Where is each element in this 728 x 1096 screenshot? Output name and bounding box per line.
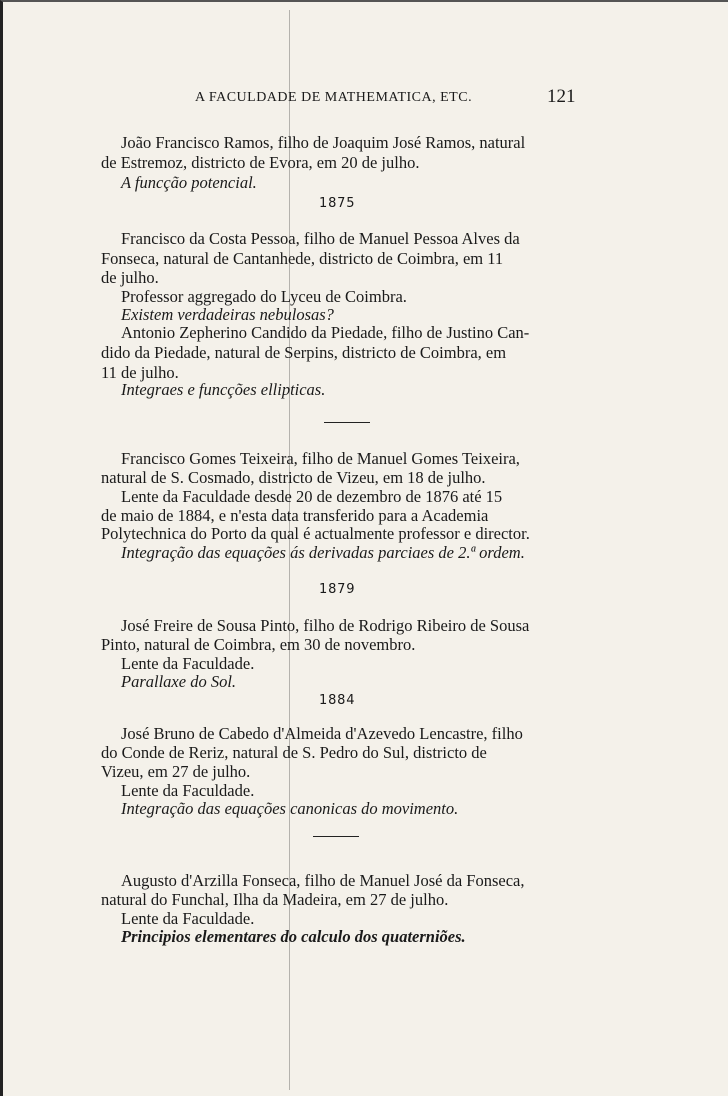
- entry-7-line-2: natural do Funchal, Ilha da Madeira, em 27 de julho.: [101, 890, 449, 909]
- entry-4-thesis: Integração das equações ás derivadas parciaes de 2.ª ordem.: [121, 543, 525, 562]
- entry-6-line-1: José Bruno de Cabedo d'Almeida d'Azevedo Lencastre, filho: [121, 724, 523, 743]
- entry-2-line-1: Francisco da Costa Pessoa, filho de Manuel Pessoa Alves da: [121, 229, 520, 248]
- entry-1-line-2: de Estremoz, districto de Evora, em 20 de julho.: [101, 153, 420, 172]
- entry-7-line-1: Augusto d'Arzilla Fonseca, filho de Manuel José da Fonseca,: [121, 871, 525, 890]
- entry-6-thesis: Integração das equações canonicas do movimento.: [121, 799, 459, 818]
- entry-6-line-3: Vizeu, em 27 de julho.: [101, 762, 251, 781]
- entry-3-line-2: dido da Piedade, natural de Serpins, districto de Coimbra, em: [101, 343, 507, 362]
- entry-5-line-3: Lente da Faculdade.: [121, 654, 255, 673]
- entry-3-line-1: Antonio Zepherino Candido da Piedade, filho de Justino Can-: [121, 323, 530, 342]
- entry-6-line-2: do Conde de Reriz, natural de S. Pedro do Sul, districto de: [101, 743, 487, 762]
- entry-3-thesis: Integraes e funcções ellipticas.: [121, 380, 326, 399]
- entry-6-line-4: Lente da Faculdade.: [121, 781, 255, 800]
- entry-5-line-2: Pinto, natural de Coimbra, em 30 de novembro.: [101, 635, 416, 654]
- entry-1-thesis: A funcção potencial.: [121, 173, 257, 192]
- entry-7-line-3: Lente da Faculdade.: [121, 909, 255, 928]
- entry-1-line-1: João Francisco Ramos, filho de Joaquim José Ramos, natural: [121, 133, 526, 152]
- entry-4-line-5: Polytechnica do Porto da qual é actualmente professor e director.: [101, 524, 530, 543]
- entry-5-thesis: Parallaxe do Sol.: [121, 672, 237, 691]
- running-title: A FACULDADE DE MATHEMATICA, ETC.: [195, 90, 473, 105]
- entry-7-thesis: Principios elementares do calculo dos quaterniões.: [121, 927, 466, 946]
- entry-2-thesis: Existem verdadeiras nebulosas?: [121, 305, 334, 324]
- year-heading-1875: 1875: [319, 196, 356, 211]
- entry-2-line-3: de julho.: [101, 268, 159, 287]
- entry-4-line-2: natural de S. Cosmado, districto de Vizeu, em 18 de julho.: [101, 468, 486, 487]
- year-heading-1884: 1884: [319, 693, 356, 708]
- entry-2-line-4: Professor aggregado do Lyceu de Coimbra.: [121, 287, 407, 306]
- section-rule: [324, 422, 370, 423]
- page-number: 121: [547, 86, 576, 107]
- entry-5-line-1: José Freire de Sousa Pinto, filho de Rodrigo Ribeiro de Sousa: [121, 616, 530, 635]
- entry-4-line-1: Francisco Gomes Teixeira, filho de Manuel Gomes Teixeira,: [121, 449, 520, 468]
- entry-4-line-3: Lente da Faculdade desde 20 de dezembro de 1876 até 15: [121, 487, 503, 506]
- entry-2-line-2: Fonseca, natural de Cantanhede, districto de Coimbra, em 11: [101, 249, 504, 268]
- year-heading-1879: 1879: [319, 582, 356, 597]
- entry-3-line-3: 11 de julho.: [101, 363, 179, 382]
- entry-4-line-4: de maio de 1884, e n'esta data transferido para a Academia: [101, 506, 489, 525]
- section-rule: [313, 836, 359, 837]
